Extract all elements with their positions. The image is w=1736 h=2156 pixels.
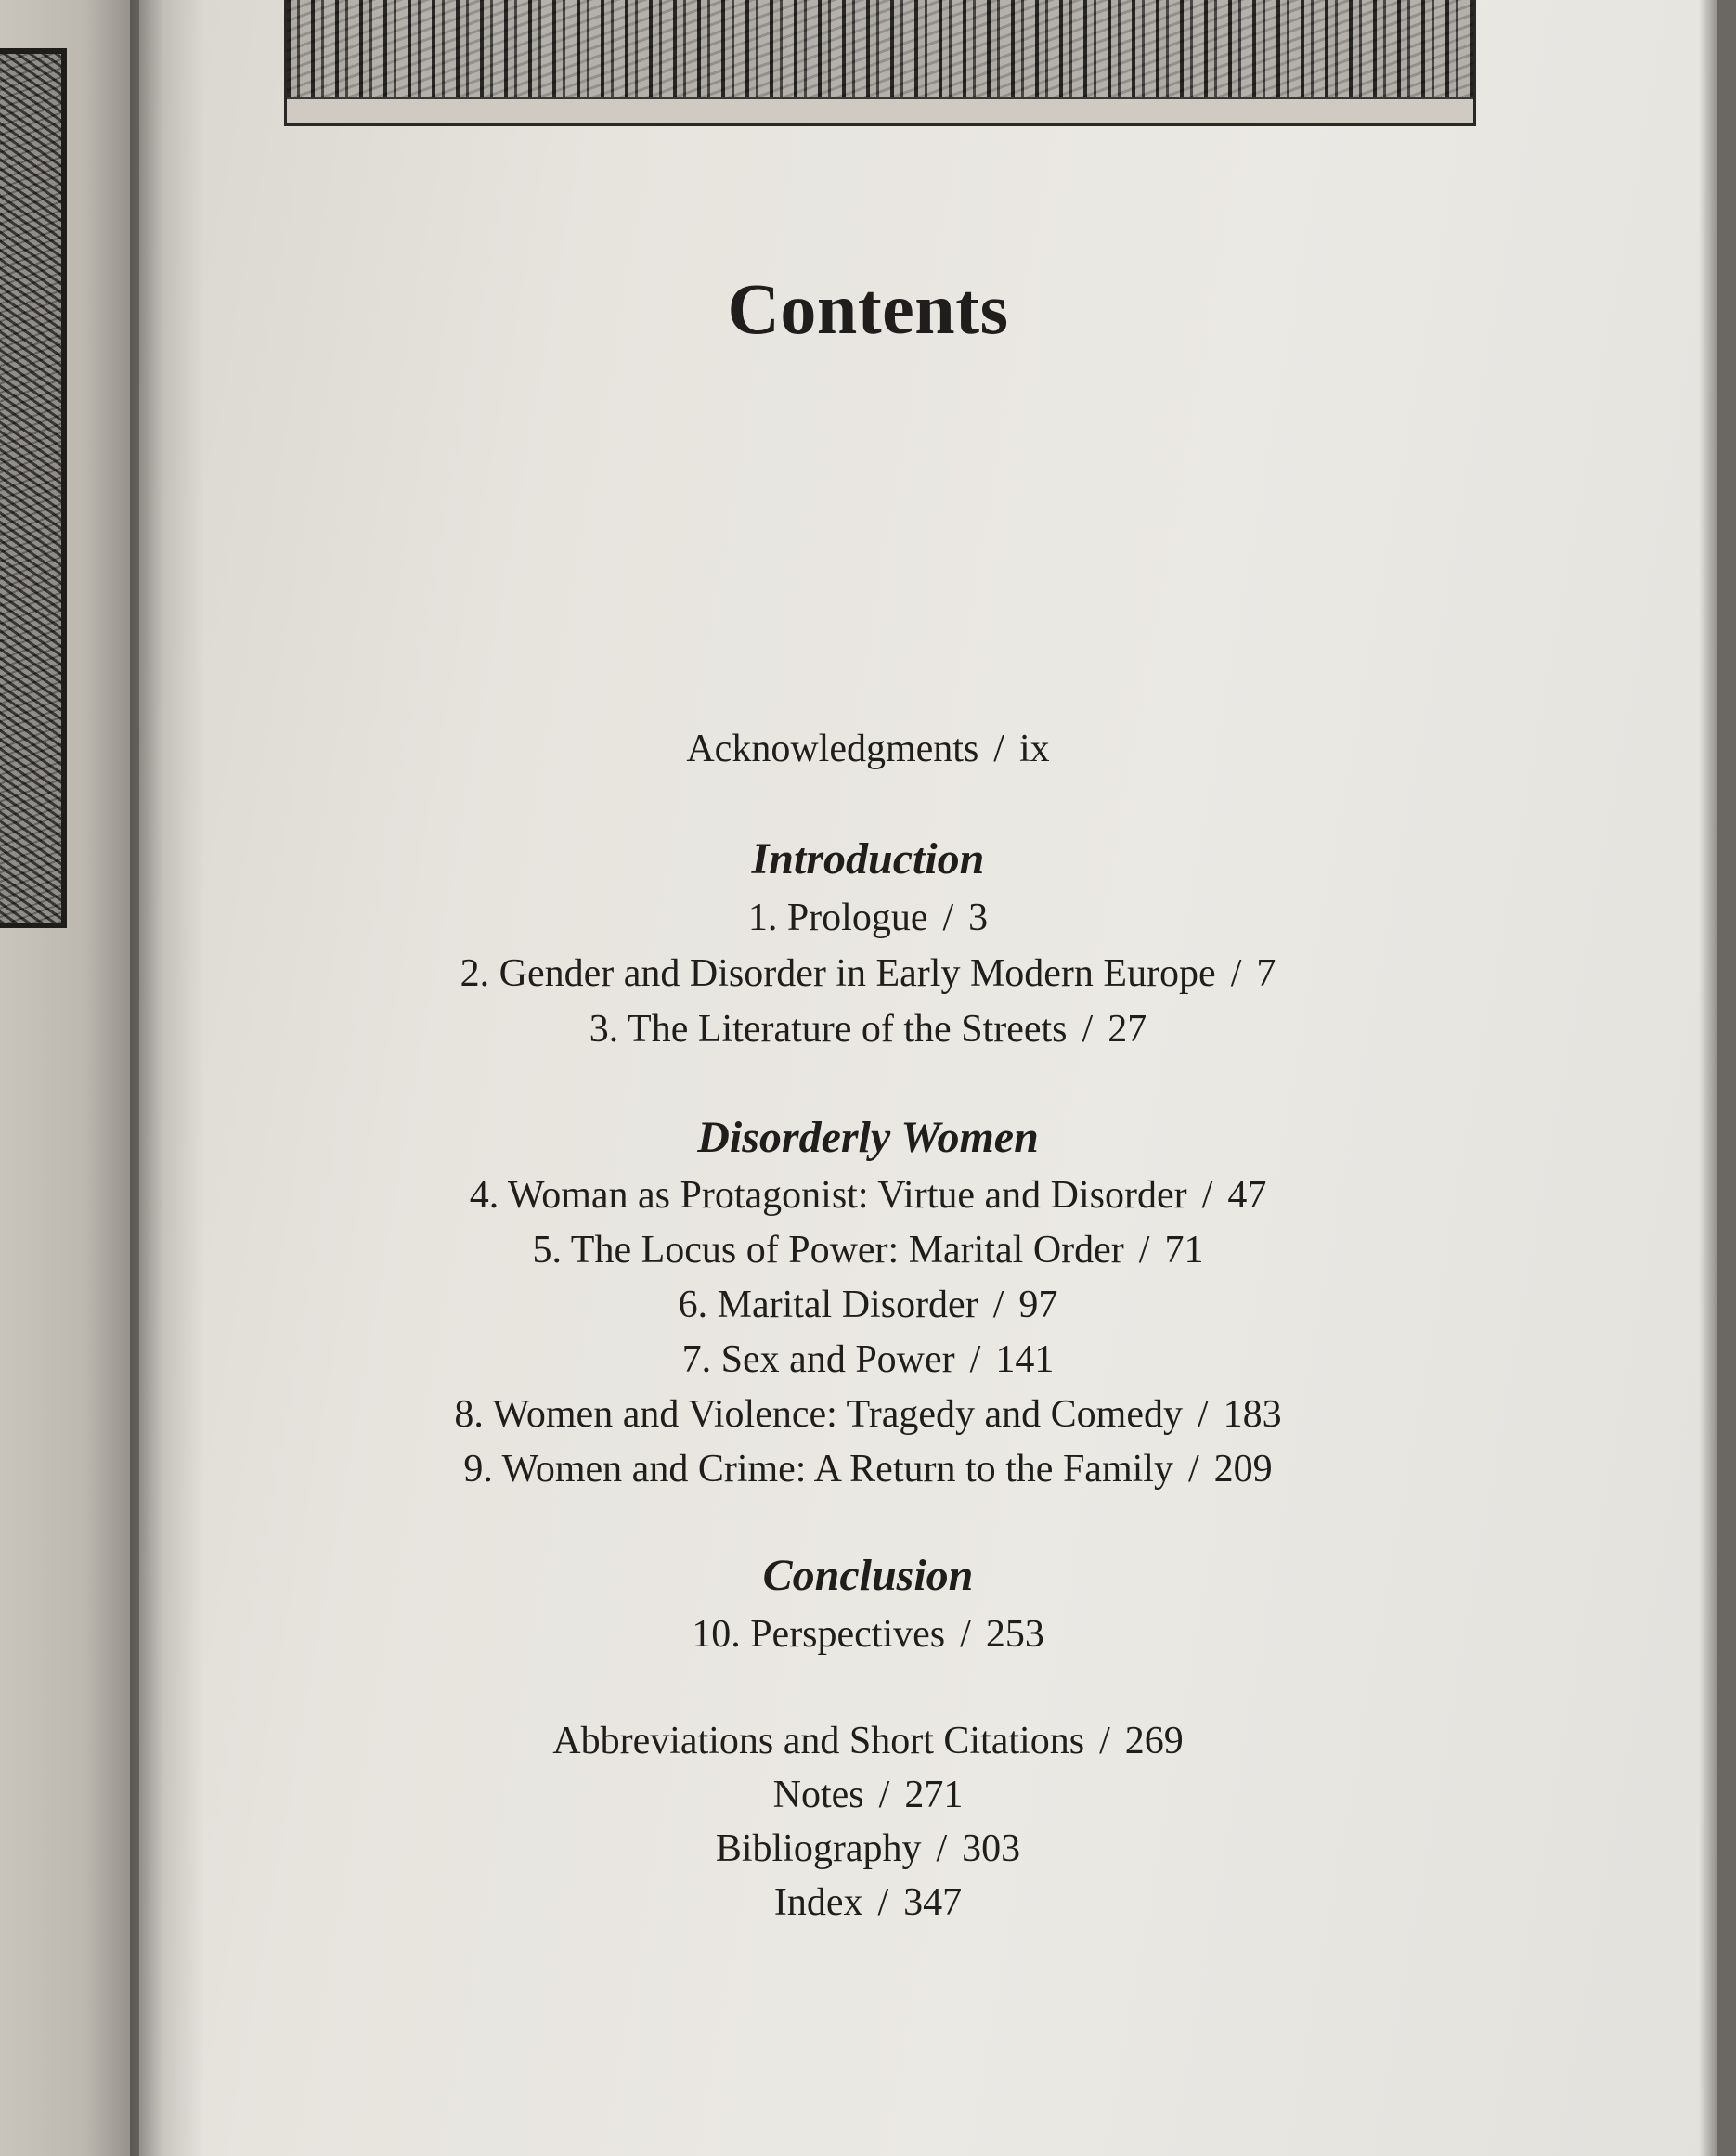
toc-separator: /	[1082, 1008, 1094, 1051]
toc-entry	[139, 949, 1597, 998]
toc-entry-acknowledgments	[139, 725, 1597, 773]
toc-separator: /	[877, 1881, 889, 1924]
toc-entry-page: 303	[962, 1827, 1021, 1870]
toc-entry-index	[139, 1878, 1597, 1927]
toc-entry	[139, 1226, 1597, 1274]
section-heading-conclusion: Conclusion	[762, 1551, 974, 1600]
toc-entry-label: 3. The Literature of the Streets	[589, 1008, 1068, 1051]
page-edge-shadow	[1699, 0, 1717, 2156]
toc-separator: /	[993, 728, 1004, 770]
toc-entry-label: 10. Perspectives	[692, 1613, 946, 1656]
toc-entry	[139, 894, 1597, 942]
toc-entry-page: 271	[904, 1774, 964, 1816]
toc-entry-label: 5. The Locus of Power: Marital Order	[532, 1229, 1124, 1272]
toc-separator: /	[992, 1284, 1004, 1326]
toc-entry-label: Notes	[772, 1774, 864, 1816]
toc-entry	[139, 1390, 1597, 1439]
toc-separator: /	[942, 897, 954, 939]
toc-entry-page: 209	[1213, 1448, 1273, 1491]
toc-entry	[139, 1610, 1597, 1659]
toc-entry-page: ix	[1018, 728, 1050, 770]
toc-separator: /	[969, 1338, 981, 1381]
toc-separator: /	[878, 1774, 890, 1816]
toc-entry-label: 9. Women and Crime: A Return to the Family	[463, 1448, 1173, 1491]
section-heading-disorderly-women: Disorderly Women	[697, 1113, 1039, 1162]
toc-entry-page: 347	[903, 1881, 963, 1924]
toc-entry-label: 1. Prologue	[747, 897, 928, 939]
toc-entry-page: 71	[1164, 1229, 1204, 1272]
toc-entry-label: Abbreviations and Short Citations	[552, 1720, 1085, 1762]
toc-entry-page: 183	[1223, 1393, 1282, 1436]
toc-entry	[139, 1005, 1597, 1053]
facing-page	[0, 0, 139, 2156]
toc-separator: /	[1230, 952, 1242, 995]
toc-entry-notes	[139, 1771, 1597, 1819]
table-of-contents	[139, 0, 1597, 2156]
toc-separator: /	[1187, 1448, 1199, 1491]
toc-entry-label: 2. Gender and Disorder in Early Modern Europe	[460, 952, 1216, 995]
toc-entry-label: 7. Sex and Power	[681, 1338, 955, 1381]
toc-entry-label: Index	[773, 1881, 863, 1924]
toc-entry-label: 8. Women and Violence: Tragedy and Comedy	[454, 1393, 1183, 1436]
toc-entry-bibliography	[139, 1825, 1597, 1873]
toc-entry	[139, 1171, 1597, 1220]
toc-entry	[139, 1281, 1597, 1329]
section-heading-introduction: Introduction	[751, 834, 985, 884]
toc-separator: /	[1197, 1393, 1209, 1436]
toc-entry-page: 97	[1018, 1284, 1058, 1326]
toc-entry-label: 4. Woman as Protagonist: Virtue and Disorder	[469, 1174, 1187, 1217]
toc-entry-page: 27	[1108, 1008, 1147, 1051]
toc-separator: /	[1201, 1174, 1213, 1217]
page-title: Contents	[727, 268, 1009, 349]
toc-entry-label: Bibliography	[715, 1827, 922, 1870]
toc-entry-page: 3	[968, 897, 989, 939]
facing-page-woodcut-illustration	[0, 48, 67, 928]
toc-entry-page: 269	[1124, 1720, 1184, 1762]
toc-entry-abbreviations	[139, 1717, 1597, 1765]
toc-entry-page: 141	[995, 1338, 1055, 1381]
toc-entry-label: 6. Marital Disorder	[678, 1284, 978, 1326]
toc-separator: /	[1099, 1720, 1110, 1762]
toc-entry	[139, 1445, 1597, 1493]
toc-entry	[139, 1336, 1597, 1384]
toc-entry-page: 47	[1227, 1174, 1267, 1217]
toc-entry-label: Acknowledgments	[686, 728, 979, 770]
toc-entry-page: 253	[985, 1613, 1044, 1656]
toc-entry-page: 7	[1256, 952, 1276, 995]
toc-separator: /	[1138, 1229, 1150, 1272]
toc-separator: /	[960, 1613, 971, 1656]
toc-separator: /	[936, 1827, 948, 1870]
